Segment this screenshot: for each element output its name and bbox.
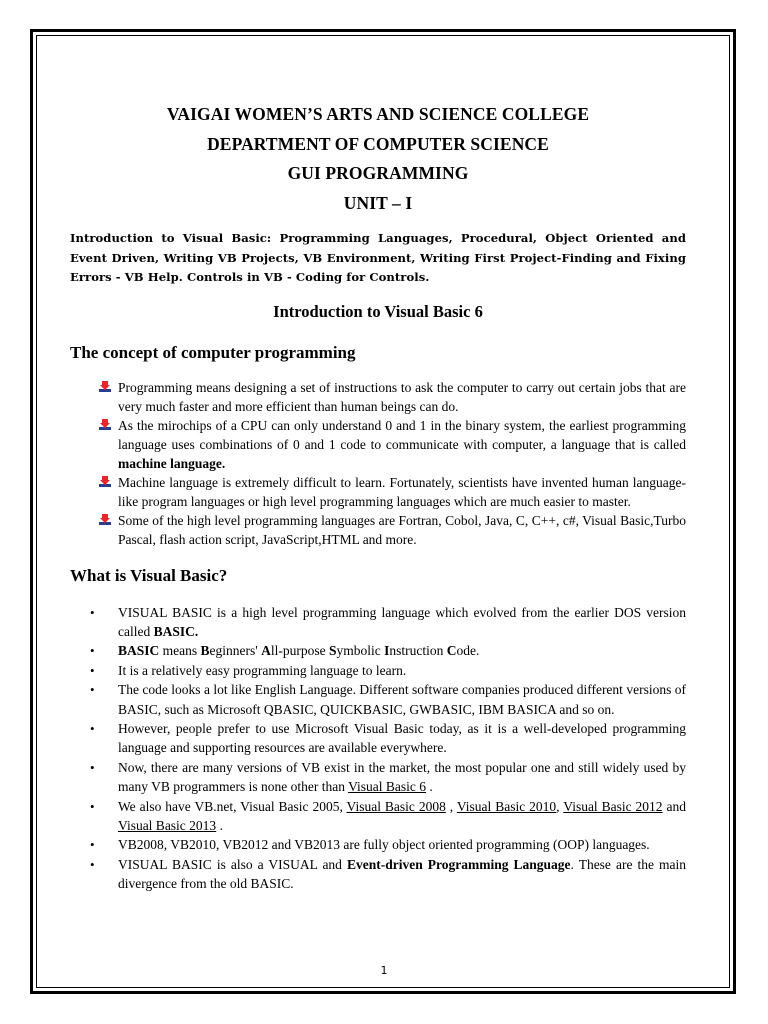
list-item-text: . — [426, 779, 433, 795]
list-item-text: Programming means designing a set of instructions to ask the computer to carry out certain jobs that are very much faster and more efficient than human beings can do. — [118, 379, 686, 414]
list-item-text: The code looks a lot like English Language. Different software companies produced different versions of BASIC, such as Microsoft QBASIC, QUICKBASIC, GWBASIC, IBM BASICA and so on. — [118, 682, 686, 717]
list-item-text: Some of the high level programming languages are Fortran, Cobol, Java, C, C++, c#, Visual Basic,Turbo Pascal, flash action script, JavaScript,HTML and more. — [118, 512, 686, 547]
arrow-bullet-icon — [98, 513, 112, 527]
list-item-text: Now, there are many versions of VB exist in the market, the most popular one and still widely used by many VB programmers is none other than — [118, 759, 686, 795]
list-item-text: VB2008, VB2010, VB2012 and VB2013 are fully object oriented programming (OOP) languages. — [118, 837, 650, 853]
course-name: GUI PROGRAMMING — [287, 163, 469, 183]
list-item-text: means — [159, 643, 201, 659]
list-item — [70, 378, 686, 416]
list-item-text: ll-purpose — [270, 643, 329, 659]
dot-bullet-icon: • — [90, 682, 95, 698]
list-item-bold: BASIC — [118, 643, 160, 659]
dot-bullet-icon: • — [90, 837, 95, 853]
arrow-bullet-icon — [98, 418, 112, 432]
list-item — [70, 603, 686, 642]
acronym-letter: S — [328, 643, 337, 659]
acronym-letter: B — [200, 643, 210, 659]
list-item-text: nstruction — [389, 643, 447, 659]
acronym-letter: C — [446, 643, 457, 659]
list-item-text: , — [445, 798, 457, 814]
department-name: DEPARTMENT OF COMPUTER SCIENCE — [207, 133, 549, 154]
list-item — [70, 473, 686, 511]
dot-bullet-icon: • — [90, 798, 95, 814]
list-item — [70, 719, 686, 758]
list-item-text: As the mirochips of a CPU can only understand 0 and 1 in the binary system, the earliest programming language uses combinations of 0 and 1 code to communicate with computer, a language that is called — [118, 417, 686, 452]
intro-title: Introduction to Visual Basic 6 — [273, 301, 483, 321]
unit-label: UNIT – I — [343, 192, 413, 213]
list-item-bold: BASIC. — [153, 623, 199, 639]
list-item-text: VISUAL BASIC is a high level programming language which evolved from the earlier DOS version called — [118, 604, 686, 639]
list-item — [70, 758, 686, 797]
list-item — [70, 855, 686, 894]
arrow-bullet-icon — [98, 380, 112, 394]
link-visual-basic-2010[interactable]: Visual Basic 2010 — [456, 798, 557, 814]
acronym-letter: I — [384, 643, 390, 659]
list-item-text: and — [662, 798, 686, 814]
dot-bullet-icon: • — [90, 662, 95, 678]
section-title-visual-basic: What is Visual Basic? — [70, 565, 228, 585]
list-item — [70, 835, 686, 854]
section-title-programming: The concept of computer programming — [70, 342, 356, 362]
page-number: 1 — [380, 964, 388, 977]
programming-list — [70, 378, 686, 549]
list-item-text: We also have VB.net, Visual Basic 2005, — [118, 798, 347, 814]
list-item — [70, 797, 686, 836]
list-item-text: However, people prefer to use Microsoft Visual Basic today, as it is a well-developed programming language and supporting resources are available everywhere. — [118, 720, 686, 756]
list-item — [70, 511, 686, 549]
list-item — [70, 680, 686, 719]
list-item-bold: Event-driven Programming Language — [346, 856, 571, 872]
dot-bullet-icon: • — [90, 856, 95, 872]
list-item-text: eginners' — [209, 643, 262, 659]
dot-bullet-icon: • — [90, 643, 95, 659]
list-item-text: Machine language is extremely difficult to learn. Fortunately, scientists have invented human language-like program languages or high level programming languages which are much easier to master. — [118, 474, 686, 509]
college-name: VAIGAI WOMEN’S ARTS AND SCIENCE COLLEGE — [166, 104, 590, 124]
link-visual-basic-2012[interactable]: Visual Basic 2012 — [563, 798, 663, 814]
syllabus-text: Introduction to Visual Basic: Programming Languages, Procedural, Object Oriented and Event Driven, Writing VB Projects, VB Environment, Writing First Project-Finding and Fixing Errors - VB Help. Controls in VB - Coding for Controls. — [70, 231, 686, 284]
link-visual-basic-2013[interactable]: Visual Basic 2013 — [118, 817, 217, 833]
list-item-bold: machine language. — [118, 455, 226, 471]
list-item — [70, 416, 686, 473]
link-visual-basic-6[interactable]: Visual Basic 6 — [348, 779, 427, 795]
list-item-text: . — [216, 817, 223, 833]
list-item-text: ymbolic — [336, 643, 385, 659]
list-item-text: , — [556, 798, 564, 814]
dot-bullet-icon: • — [90, 720, 95, 736]
dot-bullet-icon: • — [90, 604, 95, 620]
list-item-text: . These are the main divergence from the old BASIC. — [118, 856, 686, 892]
acronym-letter: A — [261, 643, 271, 659]
arrow-bullet-icon — [98, 475, 112, 489]
dot-bullet-icon: • — [90, 759, 95, 775]
list-item — [70, 661, 686, 680]
list-item-text: ode. — [456, 643, 480, 659]
list-item-text: VISUAL BASIC is also a VISUAL and — [118, 856, 347, 872]
list-item-text: It is a relatively easy programming language to learn. — [118, 662, 407, 678]
document-content — [70, 100, 686, 894]
visual-basic-list — [70, 603, 686, 894]
link-visual-basic-2008[interactable]: Visual Basic 2008 — [346, 798, 446, 814]
list-item — [70, 641, 686, 660]
